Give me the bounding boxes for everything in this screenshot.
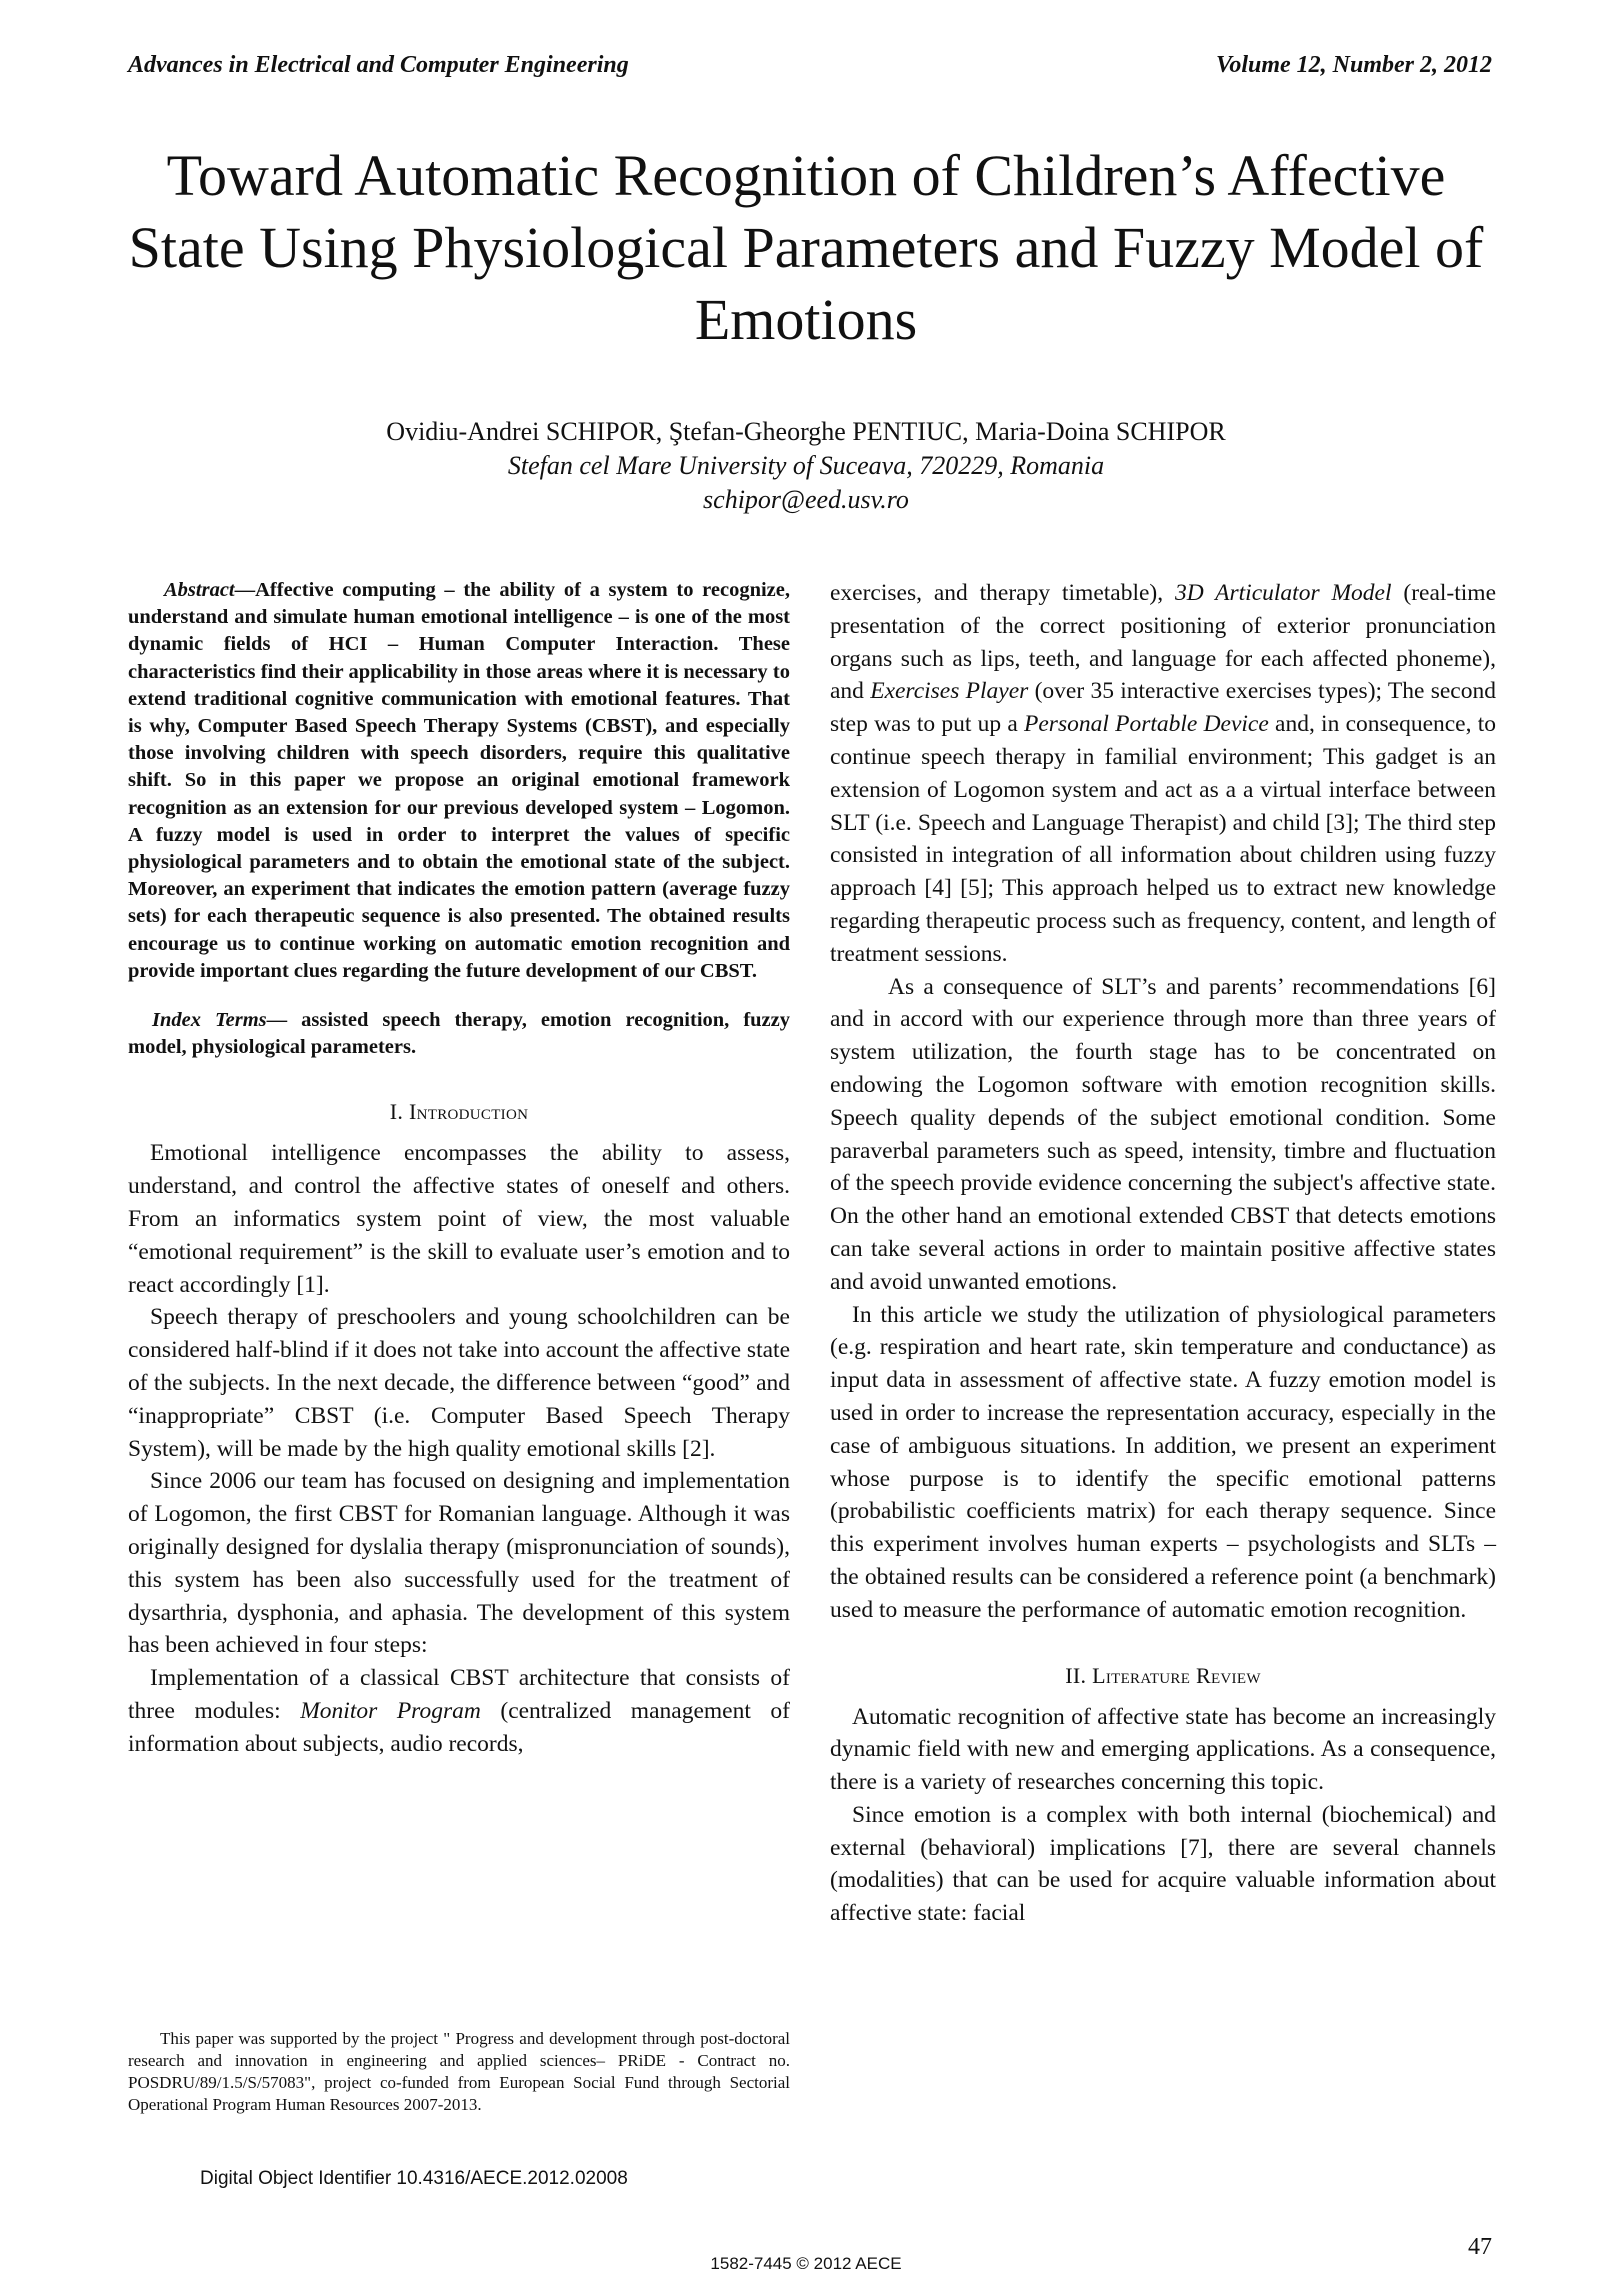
affiliation: Stefan cel Mare University of Suceava, 720229, Romania (507, 451, 1105, 480)
section-heading-literature-review (830, 1663, 1496, 1689)
steps-intro-text: Implementation of a classical CBST architecture that consists of three modules: (128, 1665, 790, 1724)
device-name: Personal Portable Device (1024, 711, 1269, 738)
copyright: 1582-7445 © 2012 AECE (710, 2254, 902, 2273)
author-list: Ovidiu-Andrei SCHIPOR, Ştefan-Gheorghe PENTIUC, Maria-Doina SCHIPOR (386, 417, 1226, 446)
paragraph: Since 2006 our team has focused on designing and implementation of Logomon, the first CBST for Romanian language. Although it was originally designed for dyslalia therapy (mispronunciation of sounds), this system has been also successfully used for the treatment of dysarthria, dysphonia, and aphasia. The development of this system has been achieved in four steps: (128, 1468, 790, 1659)
running-header-volume: Volume 12, Number 2, 2012 (1215, 52, 1492, 78)
module-name: Exercises Player (870, 678, 1029, 705)
funding-footnote: This paper was supported by the project " Progress and development through post-doctoral research and innovation in engineering and applied sciences– PRiDE - Contract no. POSDRU/89/1.5/S/57083", project co-funded from European Social Fund through Sectorial Operational Program Human Resources 2007-2013. (128, 2029, 790, 2114)
module-description: (real-time presentation of the correct positioning of exterior pronunciation organs such as lips, teeth, and language for each affected phoneme), and (830, 580, 1496, 705)
module-name: 3D Articulator Model (1174, 580, 1392, 606)
paragraph-steps-left (128, 1662, 790, 1760)
section-title: Introduction (408, 1099, 529, 1125)
abstract (128, 577, 790, 985)
running-header-journal: Advances in Electrical and Computer Engineering (128, 52, 629, 78)
device-description: and, in consequence, to continue speech therapy in familial environment; This gadget is an extension of Logomon system and act as a a virtual interface between SLT (i.e. Speech and Language Therapist) and child [3]; The third step consisted in integration of all information about children using fuzzy approach [4] [5]; This approach helped us to extract new knowledge regarding therapeutic process such as frequency, content, and length of treatment sessions. (830, 711, 1497, 967)
section-title: Literature Review (1092, 1662, 1261, 1688)
section-heading-introduction (128, 1099, 790, 1125)
index-terms (128, 1007, 790, 1061)
module-description-continued: exercises, and therapy timetable), (830, 580, 1175, 606)
module-name: Monitor Program (300, 1698, 481, 1724)
abstract-label: Abstract (164, 579, 235, 601)
paragraph: Speech therapy of preschoolers and young schoolchildren can be considered half-blind if it does not take into account the affective state of the subjects. In the next decade, the difference between “good” and “inappropriate” CBST (i.e. Computer Based Speech Therapy System), will be made by the high quality emotional skills [2]. (128, 1304, 790, 1462)
index-terms-text: — assisted speech therapy, emotion recognition, fuzzy model, physiological parameters. (128, 1009, 791, 1059)
section-number: II. (1065, 1662, 1087, 1688)
right-column (830, 577, 1496, 1930)
paragraph-steps-right (830, 577, 1496, 971)
paragraph: Since emotion is a complex with both internal (biochemical) and external (behavioral) implications [7], there are several channels (modalities) that can be used for acquire valuable information about affective state: facial (830, 1801, 1496, 1927)
paragraph: In this article we study the utilization of physiological parameters (e.g. respiration and heart rate, skin temperature and conductance) as input data in assessment of affective state. A fuzzy emotion model is used in order to increase the representation accuracy, especially in the case of ambiguous situations. In addition, we present an experiment whose purpose is to identify the specific emotional patterns (probabilistic coefficients matrix) for each therapy sequence. Since this experiment involves human experts – psychologists and SLTs – the obtained results can be considered a reference point (a benchmark) used to measure the performance of automatic emotion recognition. (830, 1301, 1496, 1623)
paragraph: Emotional intelligence encompasses the ability to assess, understand, and control the affective states of oneself and others. From an informatics system point of view, the most valuable “emotional requirement” is the skill to evaluate user’s emotion and to react accordingly [1]. (128, 1140, 790, 1298)
paper-title: Toward Automatic Recognition of Children’s Affective State Using Physiological Parameters and Fuzzy Model of Emotions (128, 143, 1484, 352)
index-terms-label: Index Terms (152, 1009, 267, 1032)
abstract-text: —Affective computing – the ability of a system to recognize, understand and simulate human emotional intelligence – is one of the most dynamic fields of HCI – Human Computer Interaction. These characteristics find their applicability in those areas where it is necessary to extend traditional cognitive communication with emotional features. That is why, Computer Based Speech Therapy Systems (CBST), and especially those involving children with speech disorders, require this qualitative shift. So in this paper we propose an original emotional framework recognition as an extension for our previous developed system – Logomon. A fuzzy model is used in order to interpret the values of specific physiological parameters and to obtain the emotional state of the subject. Moreover, an experiment that indicates the emotion pattern (average fuzzy sets) for each therapeutic sequence is also presented. The obtained results encourage us to continue working on automatic emotion recognition and provide important clues regarding the future development of our CBST. (128, 579, 790, 982)
module-description: (centralized management of information about subjects, audio records, (128, 1698, 790, 1757)
module-description: (over 35 interactive exercises types); The second step was to put up a (830, 678, 1496, 738)
paragraph: Automatic recognition of affective state has become an increasingly dynamic field with new and emerging applications. As a consequence, there is a variety of researches concerning this topic. (830, 1703, 1496, 1796)
paragraph: As a consequence of SLT’s and parents’ recommendations [6] and in accord with our experience through more than three years of system utilization, the fourth stage has to be concentrated on endowing the Logomon software with emotion recognition skills. Speech quality depends of the subject emotional condition. Some paraverbal parameters such as speed, intensity, timbre and fluctuation of the speech provide evidence concerning the subject's affective state. On the other hand an emotional extended CBST that detects emotions can take several actions in order to maintain positive affective states and avoid unwanted emotions. (830, 973, 1496, 1295)
left-column (128, 577, 790, 1761)
section-number: I. (389, 1099, 404, 1125)
doi: Digital Object Identifier 10.4316/AECE.2012.02008 (200, 2168, 628, 2189)
page-number: 47 (1468, 2234, 1492, 2260)
contact-email: schipor@eed.usv.ro (703, 485, 909, 514)
